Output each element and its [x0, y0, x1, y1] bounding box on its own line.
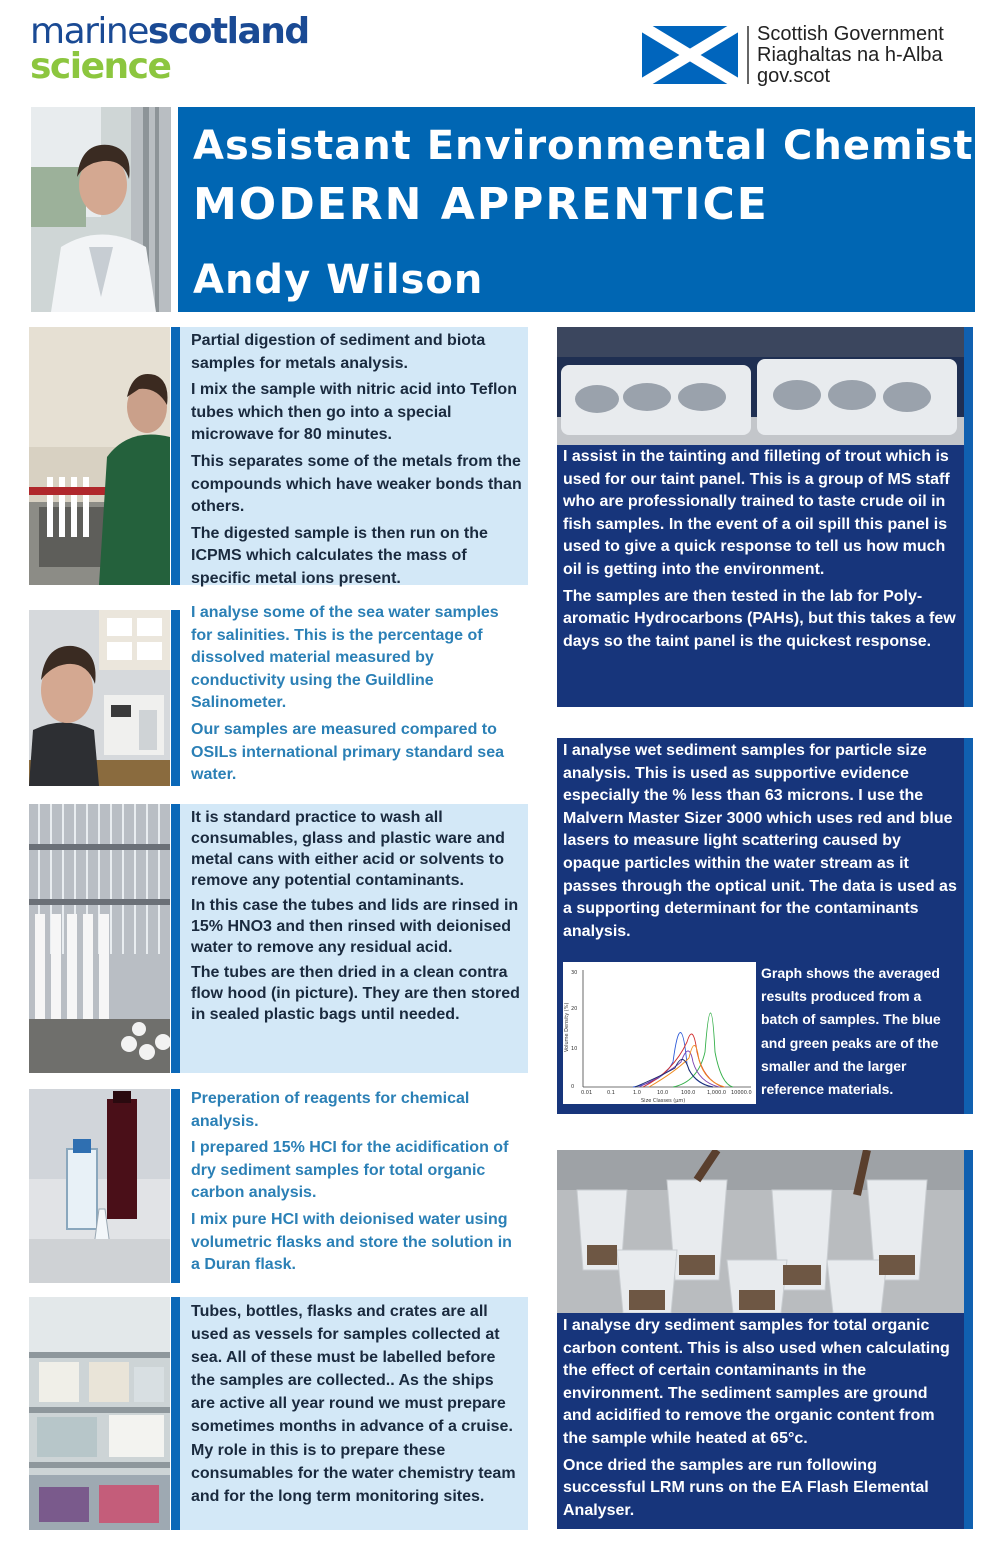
- job-title: Assistant Environmental Chemist: [193, 123, 974, 169]
- reagent-flask-photo: [29, 1089, 170, 1283]
- salinity-text-panel: [180, 599, 528, 794]
- panel-accent-bar: [964, 1150, 973, 1529]
- panel-paragraph: Tubes, bottles, flasks and crates are all used as vessels for samples collected at sea. All of these must be labelled before the samples are collected.. As the ships are active all year round we must prepare sometimes months in advance of a cruise. My role in this is to prepare these consumables for the water chemistry team and for the long term monitoring sites.: [191, 1303, 516, 1505]
- digestion-text-panel: [180, 327, 528, 585]
- washing-text-panel: [180, 804, 528, 1073]
- x-tick: 10000.0: [731, 1090, 752, 1096]
- logo-word-science: science: [30, 46, 171, 88]
- panel-paragraph: The tubes are then dried in a clean contra flow hood (in picture). They are then stored in sealed plastic bags until needed.: [191, 964, 520, 1023]
- panel-accent-bar: [964, 327, 973, 707]
- x-tick: 1,000.0: [707, 1090, 727, 1096]
- portrait-photo: [31, 107, 171, 312]
- tube-washing-photo: [29, 804, 170, 1073]
- trout-samples-photo: [557, 327, 964, 445]
- panel-paragraph: Our samples are measured compared to OSILs international primary standard sea water.: [191, 720, 504, 784]
- salinometer-photo: [29, 610, 170, 786]
- logo-word-scotland: scotland: [147, 11, 309, 52]
- panel-paragraph: In this case the tubes and lids are rinsed in 15% HNO3 and then rinsed with deionised water to remove any residual acid.: [191, 897, 519, 956]
- panel-accent-bar: [171, 1297, 180, 1530]
- panel-paragraph: It is standard practice to wash all consumables, glass and plastic ware and metal cans with either acid or solvents to remove any potential contaminants.: [191, 809, 505, 889]
- programme-title: MODERN APPRENTICE: [193, 179, 769, 230]
- sample-storage-photo: [29, 1297, 170, 1530]
- logo-divider: [747, 26, 749, 84]
- saltire-flag-icon: [642, 26, 738, 84]
- consumables-text-panel: [180, 1297, 528, 1530]
- x-tick: 0.1: [607, 1090, 615, 1096]
- x-tick: 0.01: [581, 1090, 593, 1096]
- gov-name-english: Scottish Government: [757, 23, 944, 45]
- x-tick: 100.0: [681, 1090, 696, 1096]
- y-tick: 0: [571, 1084, 575, 1090]
- panel-paragraph: Partial digestion of sediment and biota samples for metals analysis.: [191, 332, 486, 372]
- x-axis-label: Size Classes (μm): [641, 1098, 686, 1104]
- panel-paragraph: I prepared 15% HCI for the acidification of dry sediment samples for total organic carbon analysis.: [191, 1139, 509, 1202]
- organic-carbon-text: [557, 1313, 964, 1529]
- logo-word-marine: marine: [30, 11, 148, 52]
- panel-accent-bar: [171, 327, 180, 585]
- panel-accent-bar: [171, 610, 180, 786]
- y-tick: 10: [571, 1046, 578, 1052]
- y-axis-label: Volume Density (%): [564, 1002, 570, 1052]
- panel-accent-bar: [171, 1089, 180, 1283]
- panel-paragraph: The digested sample is then run on the ICPMS which calculates the mass of specific metal ions present.: [191, 524, 488, 587]
- x-tick: 1.0: [633, 1090, 641, 1096]
- x-tick: 10.0: [657, 1090, 669, 1096]
- panel-paragraph: I mix the sample with nitric acid into Teflon tubes which then go into a special microwave for 80 minutes.: [191, 381, 517, 444]
- y-tick: 20: [571, 1006, 578, 1012]
- sediment-samples-photo: [557, 1150, 964, 1313]
- panel-accent-bar: [964, 738, 973, 1114]
- panel-paragraph: The samples are then tested in the lab for Poly-aromatic Hydrocarbons (PAHs), but this takes a few days so the taint panel is the quickest response.: [563, 587, 956, 650]
- graph-caption: Graph shows the averaged results produced from a batch of samples. The blue and green peaks are of the smaller and the larger reference materials.: [761, 965, 941, 1098]
- panel-paragraph: This separates some of the metals from the compounds which have weaker bonds than others.: [191, 452, 522, 516]
- title-banner: [178, 107, 975, 312]
- panel-paragraph: Preperation of reagents for chemical analysis.: [191, 1090, 470, 1130]
- panel-paragraph: I assist in the tainting and filleting of trout which is used for our taint panel. This is a group of MS staff who are professionally trained to taste crude oil in fish samples. In the event of a oil spill this panel is used to give a quick response to tell us how much oil is getting into the environment.: [563, 448, 950, 578]
- gov-url: gov.scot: [757, 65, 830, 87]
- gov-name-gaelic: Riaghaltas na h-Alba: [757, 44, 943, 66]
- y-tick: 30: [571, 970, 578, 976]
- panel-paragraph: I mix pure HCI with deionised water using volumetric flasks and store the solution in a Duran flask.: [191, 1210, 512, 1274]
- person-name: Andy Wilson: [193, 257, 484, 303]
- particle-size-graph: [563, 962, 756, 1104]
- panel-accent-bar: [171, 804, 180, 1073]
- panel-paragraph: I analyse dry sediment samples for total organic carbon content. This is also used when calculating the effect of certain contaminants in the environment. The sediment samples are ground and acidified to remove the organic content from the sample while heated at 65°c.: [563, 1317, 950, 1447]
- taint-panel-text: [557, 445, 964, 707]
- panel-paragraph: I analyse wet sediment samples for particle size analysis. This is used as supportive evidence especially the % less than 63 microns. I use the Malvern Master Sizer 3000 which uses red and blue lasers to measure light scattering caused by opaque particles within the water stream as it passes through the optical unit. The data is used as a supporting determinant for the contaminants analysis.: [563, 742, 957, 940]
- scottish-government-logo: [757, 24, 944, 87]
- microwave-digestion-photo: [29, 327, 170, 585]
- panel-paragraph: Once dried the samples are run following successful LRM runs on the EA Flash Elemental Analyser.: [563, 1456, 929, 1519]
- panel-paragraph: I analyse some of the sea water samples for salinities. This is the percentage of dissolved material measured by conductivity using the Guildline Salinometer.: [191, 604, 499, 712]
- reagent-text-panel: [180, 1085, 528, 1285]
- marine-scotland-science-logo: [30, 11, 309, 88]
